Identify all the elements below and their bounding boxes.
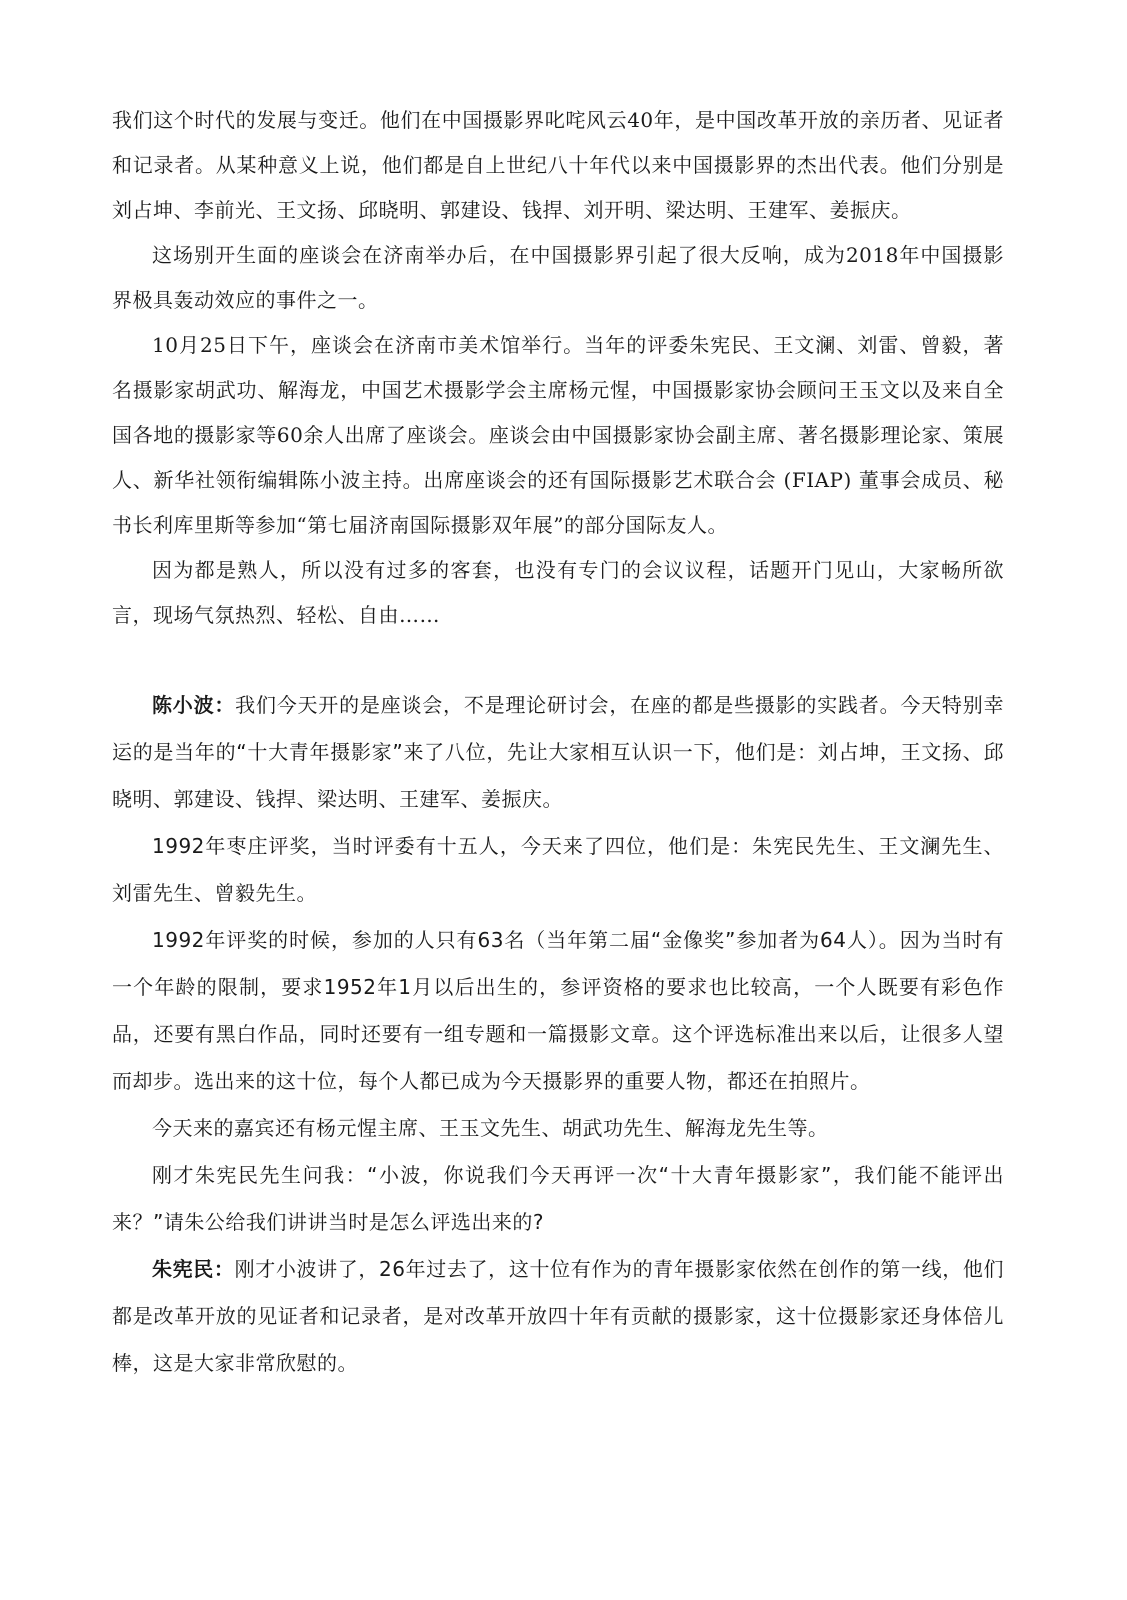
speaker-name: 朱宪民： <box>152 1257 235 1281</box>
section-gap <box>112 638 1004 682</box>
dialogue-paragraph: 1992年评奖的时候，参加的人只有63名（当年第二届“金像奖”参加者为64人）。因为当时有一个年龄的限制，要求1952年1月以后出生的，参评资格的要求也比较高，一个人既要有彩色作品，还要有黑白作品，同时还要有一组专题和一篇摄影文章。这个评选标准出来以后，让很多人望而却步。选出来的这十位，每个人都已成为今天摄影界的重要人物，都还在拍照片。 <box>112 928 1004 1093</box>
dialogue-paragraph-zhu <box>112 1246 1004 1387</box>
dialogue-paragraph: 今天来的嘉宾还有杨元惺主席、王玉文先生、胡武功先生、解海龙先生等。 <box>152 1116 829 1140</box>
intro-paragraph: 10月25日下午，座谈会在济南市美术馆举行。当年的评委朱宪民、王文澜、刘雷、曾毅，著名摄影家胡武功、解海龙，中国艺术摄影学会主席杨元惺，中国摄影家协会顾问王玉文以及来自全国各地的摄影家等60余人出席了座谈会。座谈会由中国摄影家协会副主席、著名摄影理论家、策展人、新华社领衔编辑陈小波主持。出席座谈会的还有国际摄影艺术联合会 (FIAP) 董事会成员、秘书长利库里斯等参加“第七届济南国际摄影双年展”的部分国际友人。 <box>112 333 1004 537</box>
document-page <box>112 98 1004 1387</box>
intro-paragraph: 我们这个时代的发展与变迁。他们在中国摄影界叱咤风云40年，是中国改革开放的亲历者、见证者和记录者。从某种意义上说，他们都是自上世纪八十年代以来中国摄影界的杰出代表。他们分别是刘占坤、李前光、王文扬、邱晓明、郭建设、钱捍、刘开明、梁达明、王建军、姜振庆。 <box>112 108 1004 222</box>
speech-text: 刚才小波讲了，26年过去了，这十位有作为的青年摄影家依然在创作的第一线，他们都是改革开放的见证者和记录者，是对改革开放四十年有贡献的摄影家，这十位摄影家还身体倍儿棒，这是大家非常欣慰的。 <box>112 1257 1005 1375</box>
speaker-name: 陈小波： <box>152 693 236 717</box>
dialogue-section <box>112 682 1004 1387</box>
intro-section <box>112 98 1004 638</box>
dialogue-paragraph-chen <box>112 682 1004 823</box>
dialogue-paragraph: 刚才朱宪民先生问我：“小波，你说我们今天再评一次“十大青年摄影家”，我们能不能评出来？”请朱公给我们讲讲当时是怎么评选出来的? <box>112 1163 1004 1234</box>
speech-text: 我们今天开的是座谈会，不是理论研讨会，在座的都是些摄影的实践者。今天特别幸运的是当年的“十大青年摄影家”来了八位，先让大家相互认识一下，他们是：刘占坤，王文扬、邱晓明、郭建设、钱捍、梁达明、王建军、姜振庆。 <box>112 693 1005 811</box>
dialogue-paragraph: 1992年枣庄评奖，当时评委有十五人，今天来了四位，他们是：朱宪民先生、王文澜先生、刘雷先生、曾毅先生。 <box>112 834 1004 905</box>
intro-paragraph: 这场别开生面的座谈会在济南举办后，在中国摄影界引起了很大反响，成为2018年中国摄影界极具轰动效应的事件之一。 <box>112 243 1004 312</box>
intro-paragraph: 因为都是熟人，所以没有过多的客套，也没有专门的会议议程，话题开门见山，大家畅所欲言，现场气氛热烈、轻松、自由…… <box>112 558 1004 627</box>
